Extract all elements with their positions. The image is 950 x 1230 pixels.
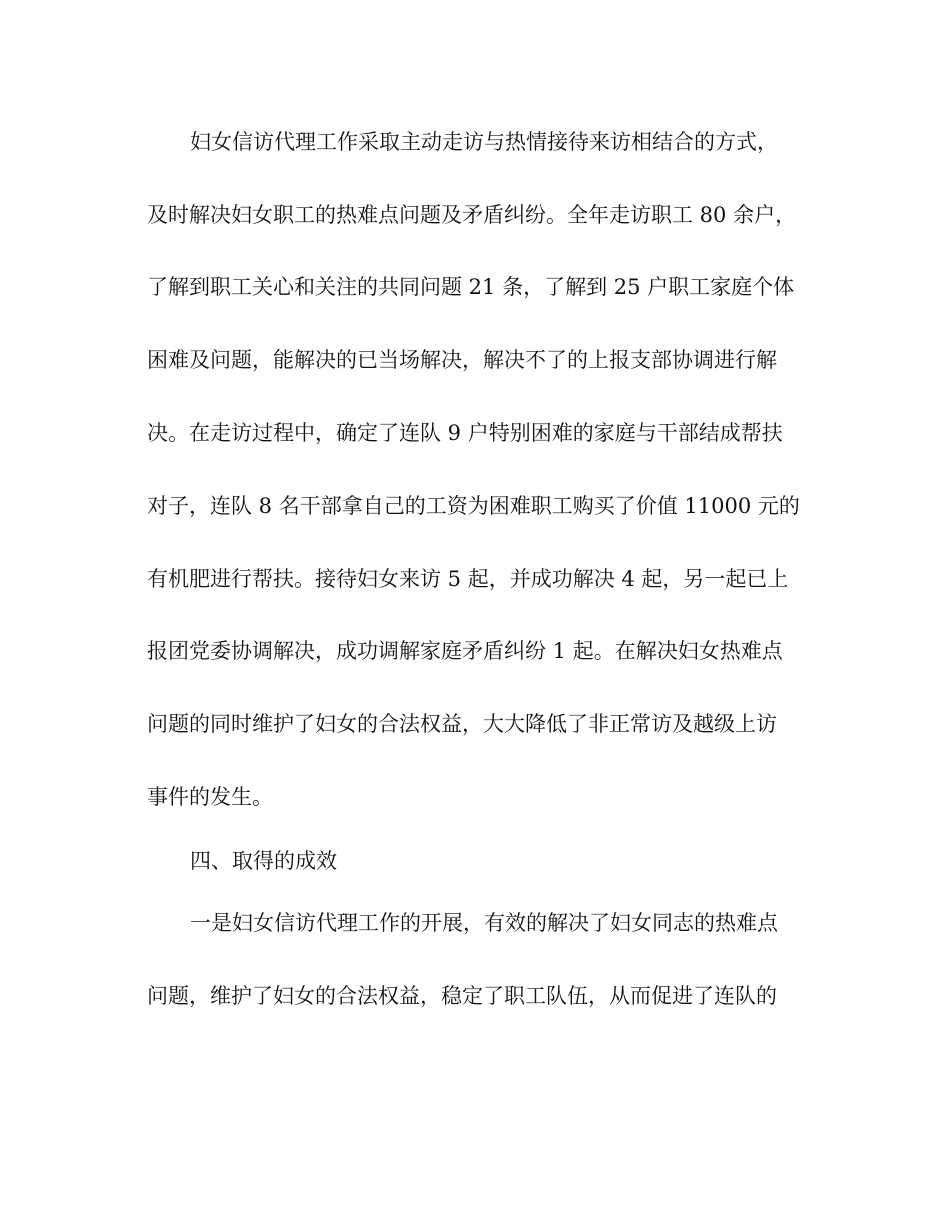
text-line: 事件的发生。	[147, 785, 273, 809]
paragraph-1-line-1	[0, 127, 950, 157]
text-line: 困难及问题，能解决的已当场解决，解决不了的上报支部协调进行解	[147, 348, 777, 372]
text-line: 报团党委协调解决，成功调解家庭矛盾纠纷 1 起。在解决妇女热难点	[147, 639, 783, 663]
paragraph-1-line-7	[0, 564, 950, 594]
section-heading	[0, 846, 950, 876]
text-line: 妇女信访代理工作采取主动走访与热情接待来访相结合的方式，	[190, 130, 778, 154]
paragraph-3-line-2	[0, 981, 950, 1011]
paragraph-1-line-5	[0, 418, 950, 448]
text-line: 有机肥进行帮扶。接待妇女来访 5 起，并成功解决 4 起，另一起已上	[147, 567, 789, 591]
paragraph-1-line-9	[0, 709, 950, 739]
paragraph-1-line-4	[0, 345, 950, 375]
paragraph-1-line-2	[0, 200, 950, 230]
paragraph-1-line-6	[0, 491, 950, 521]
paragraph-1-line-8	[0, 636, 950, 666]
text-line: 问题，维护了妇女的合法权益，稳定了职工队伍，从而促进了连队的	[147, 984, 777, 1008]
heading-text: 四、取得的成效	[190, 849, 337, 873]
text-line: 及时解决妇女职工的热难点问题及矛盾纠纷。全年走访职工 80 余户，	[147, 203, 797, 227]
text-line: 问题的同时维护了妇女的合法权益，大大降低了非正常访及越级上访	[147, 712, 777, 736]
paragraph-3-line-1	[0, 908, 950, 938]
text-line: 决。在走访过程中，确定了连队 9 户特别困难的家庭与干部结成帮扶	[147, 421, 783, 445]
paragraph-1-line-3	[0, 272, 950, 302]
text-line: 对子，连队 8 名干部拿自己的工资为困难职工购买了价值 11000 元的	[147, 494, 800, 518]
text-line: 一是妇女信访代理工作的开展，有效的解决了妇女同志的热难点	[190, 911, 778, 935]
text-line: 了解到职工关心和关注的共同问题 21 条，了解到 25 户职工家庭个体	[147, 275, 795, 299]
paragraph-1-line-10	[0, 782, 950, 812]
